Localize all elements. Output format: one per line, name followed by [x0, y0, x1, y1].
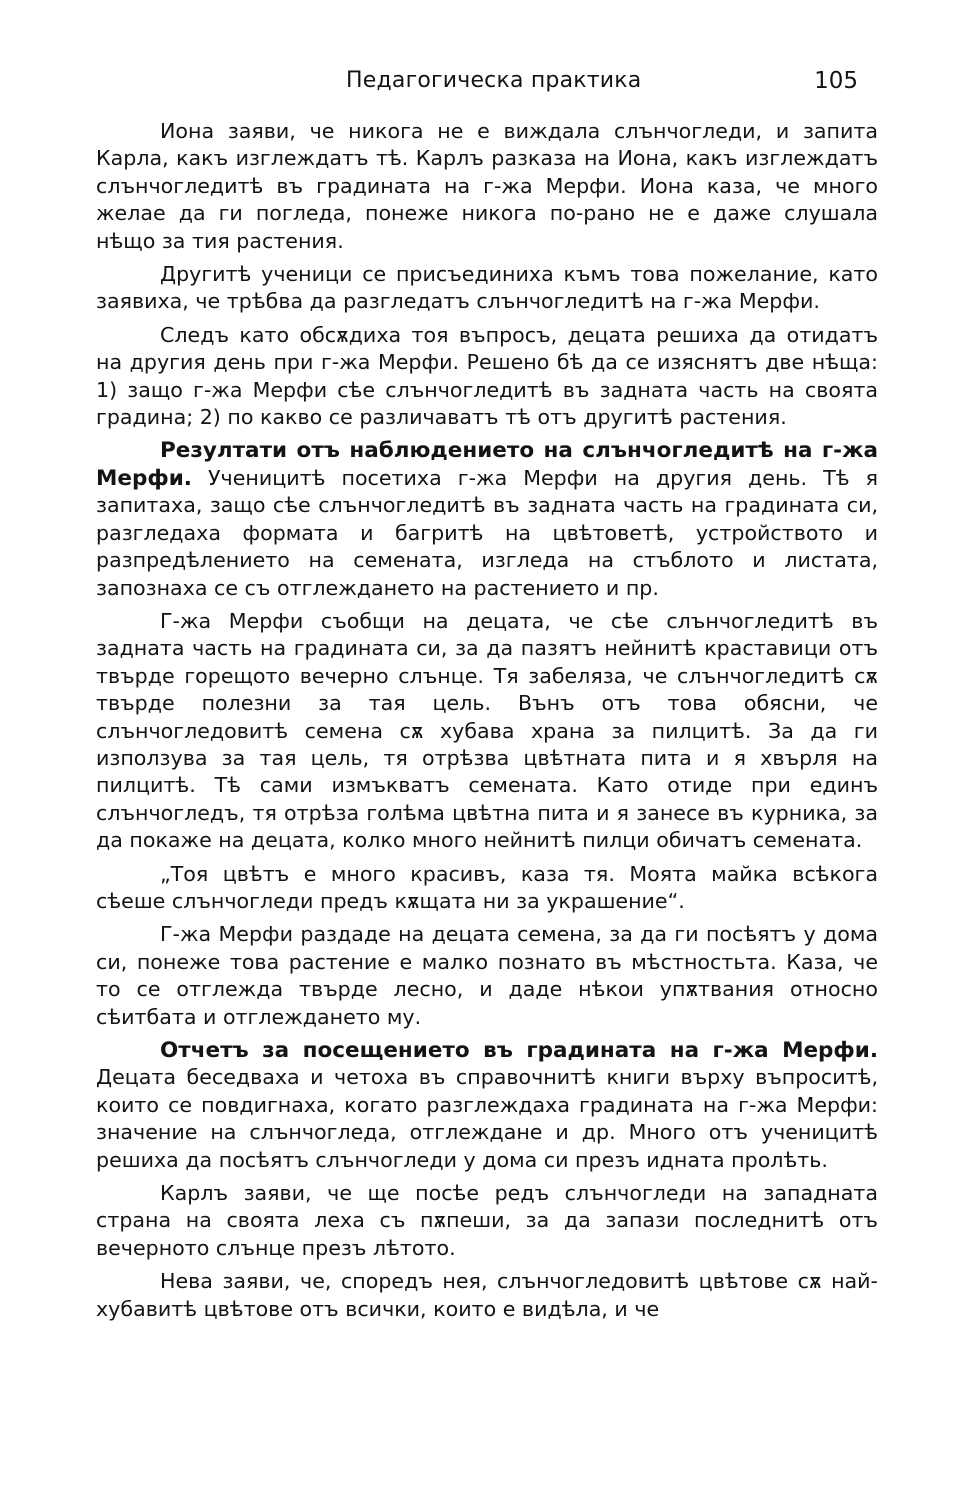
paragraph	[96, 437, 878, 601]
paragraph-text: Следъ като обсѫдиха тоя въпросъ, децата решиха да отидатъ на другия день при г-жа Мерфи. Решено бѣ да се изяснятъ две нѣща: 1) защо г-жа Мерфи сѣе слънчогледитѣ въ задната часть на своята градина; 2) по какво се различаватъ тѣ отъ другитѣ растения.	[96, 322, 878, 430]
page-number: 105	[814, 68, 858, 94]
section-heading: Отчетъ за посещението въ градината на г-жа Мерфи.	[160, 1038, 878, 1063]
paragraph-text: Карлъ заяви, че ще посѣе редъ слънчогледи на западната страна на своята леха съ пѫпеши, за да запази последнитѣ отъ вечерното слънце презъ лѣтото.	[96, 1181, 878, 1260]
paragraph-text: Г-жа Мерфи раздаде на децата семена, за да ги посѣятъ у дома си, понеже това растение е малко познато въ мѣстностьта. Каза, че то се отглежда твърде лесно, и даде нѣкои упѫтвания относно сѣитбата и отглеждането му.	[96, 922, 878, 1029]
paragraph-text: Другитѣ ученици се присъединиха къмъ това пожелание, като заявиха, че трѣбва да разгледатъ слънчогледитѣ на г-жа Мерфи.	[96, 262, 878, 314]
running-head-title: Педагогическа практика	[346, 68, 642, 93]
paragraph-text: Г-жа Мерфи съобщи на децата, че сѣе слънчогледитѣ въ задната часть на градината си, за да пазятъ нейнитѣ краставици отъ твърде горещото вечерно слънце. Тя забеляза, че слънчогледитѣ сѫ твърде полезни за тая цель. Вънъ отъ това обясни, че слънчогледовитѣ семена сѫ хубава храна за пилцитѣ. За да ги използува за тая цель, тя отрѣзва цвѣтната пита и я хвърля на пилцитѣ. Тѣ сами измъкватъ семената. Като отиде при единъ слънчогледъ, тя отрѣза голѣма цвѣтна пита и я занесе въ курника, за да покаже на децата, колко много нейнитѣ пилци обичатъ семената.	[96, 608, 878, 853]
paragraph	[96, 861, 878, 916]
paragraph-text: Децата беседваха и четоха въ справочнитѣ книги върху въпроситѣ, които се повдигнаха, когато разглеждаха градината на г-жа Мерфи: значение на слънчогледа, отглеждане и др. Много отъ ученицитѣ решиха да посѣятъ слънчогледи у дома си презъ идната пролѣть.	[96, 1065, 878, 1172]
paragraph	[96, 921, 878, 1031]
paragraph-text: „Тоя цвѣтъ е много красивъ, каза тя. Моята майка всѣкога сѣеше слънчогледи предъ кѫщата ни за украшение“.	[96, 861, 878, 913]
text-body	[96, 118, 878, 1329]
paragraph	[96, 261, 878, 316]
paragraph-text: Иона заяви, че никога не е виждала слънчогледи, и запита Карла, какъ изглеждатъ тѣ. Карлъ разказа на Иона, какъ изглеждатъ слънчогледитѣ въ градината на г-жа Мерфи. Иона каза, че много желае да ги погледа, понеже никога по-рано не е даже слушала нѣщо за тия растения.	[96, 119, 878, 253]
paragraph-text: Нева заяви, че, споредъ нея, слънчогледовитѣ цвѣтове сѫ най-хубавитѣ цвѣтове отъ всички, които е видѣла, и че	[96, 1269, 878, 1321]
paragraph	[96, 118, 878, 255]
running-head	[96, 68, 858, 102]
section-heading: Резултати отъ наблюдението на слънчогледитѣ на г-жа Мерфи.	[96, 438, 878, 491]
paragraph	[96, 322, 878, 432]
paragraph	[96, 1037, 878, 1174]
paragraph	[96, 608, 878, 855]
paragraph	[96, 1268, 878, 1323]
paragraph	[96, 1180, 878, 1262]
paragraph-text: Ученицитѣ посетиха г-жа Мерфи на другия день. Тѣ я запитаха, защо сѣе слънчогледитѣ въ задната часть на градината си, разгледаха формата и багритѣ на цвѣтоветѣ, устройството и разпредѣлението на семената, изгледа на стъблото и листата, запознаха се съ отглеждането на растението и пр.	[96, 465, 878, 600]
